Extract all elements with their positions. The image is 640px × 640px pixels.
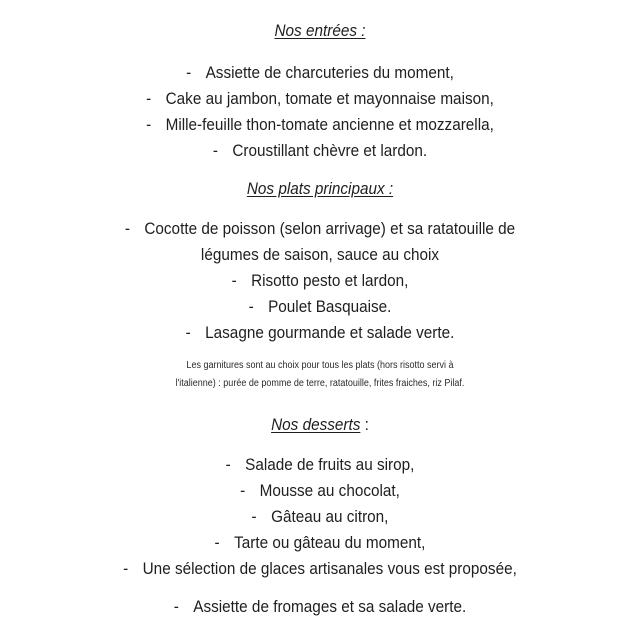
plats-heading: Nos plats principaux : — [246, 179, 394, 198]
plat-item: - Cocotte de poisson (selon arrivage) et sa ratatouille de — [124, 219, 516, 238]
desserts-heading: Nos desserts : — [271, 415, 369, 434]
dessert-item: - Une sélection de glaces artisanales vous est proposée, — [123, 559, 517, 578]
garnish-note: l'italienne) : purée de pomme de terre, ratatouille, frites fraiches, riz Pilaf. — [175, 378, 465, 389]
dessert-item: - Mousse au chocolat, — [240, 481, 400, 500]
plat-item: - Lasagne gourmande et salade verte. — [185, 323, 455, 342]
dessert-item: - Gâteau au citron, — [251, 507, 389, 526]
entree-item: - Croustillant chèvre et lardon. — [212, 141, 428, 160]
dessert-item: - Assiette de fromages et sa salade verte. — [173, 597, 467, 616]
plat-item-continued: légumes de saison, sauce au choix — [200, 245, 440, 264]
plat-item: - Poulet Basquaise. — [248, 297, 392, 316]
garnish-note: Les garnitures sont au choix pour tous les plats (hors risotto servi à — [186, 360, 454, 371]
entrees-heading: Nos entrées : — [274, 21, 366, 40]
entree-item: - Cake au jambon, tomate et mayonnaise maison, — [146, 89, 494, 108]
dessert-item: - Salade de fruits au sirop, — [225, 455, 415, 474]
dessert-item: - Tarte ou gâteau du moment, — [214, 533, 426, 552]
entree-item: - Mille-feuille thon-tomate ancienne et mozzarella, — [146, 115, 494, 134]
entree-item: - Assiette de charcuteries du moment, — [186, 63, 454, 82]
plat-item: - Risotto pesto et lardon, — [231, 271, 409, 290]
